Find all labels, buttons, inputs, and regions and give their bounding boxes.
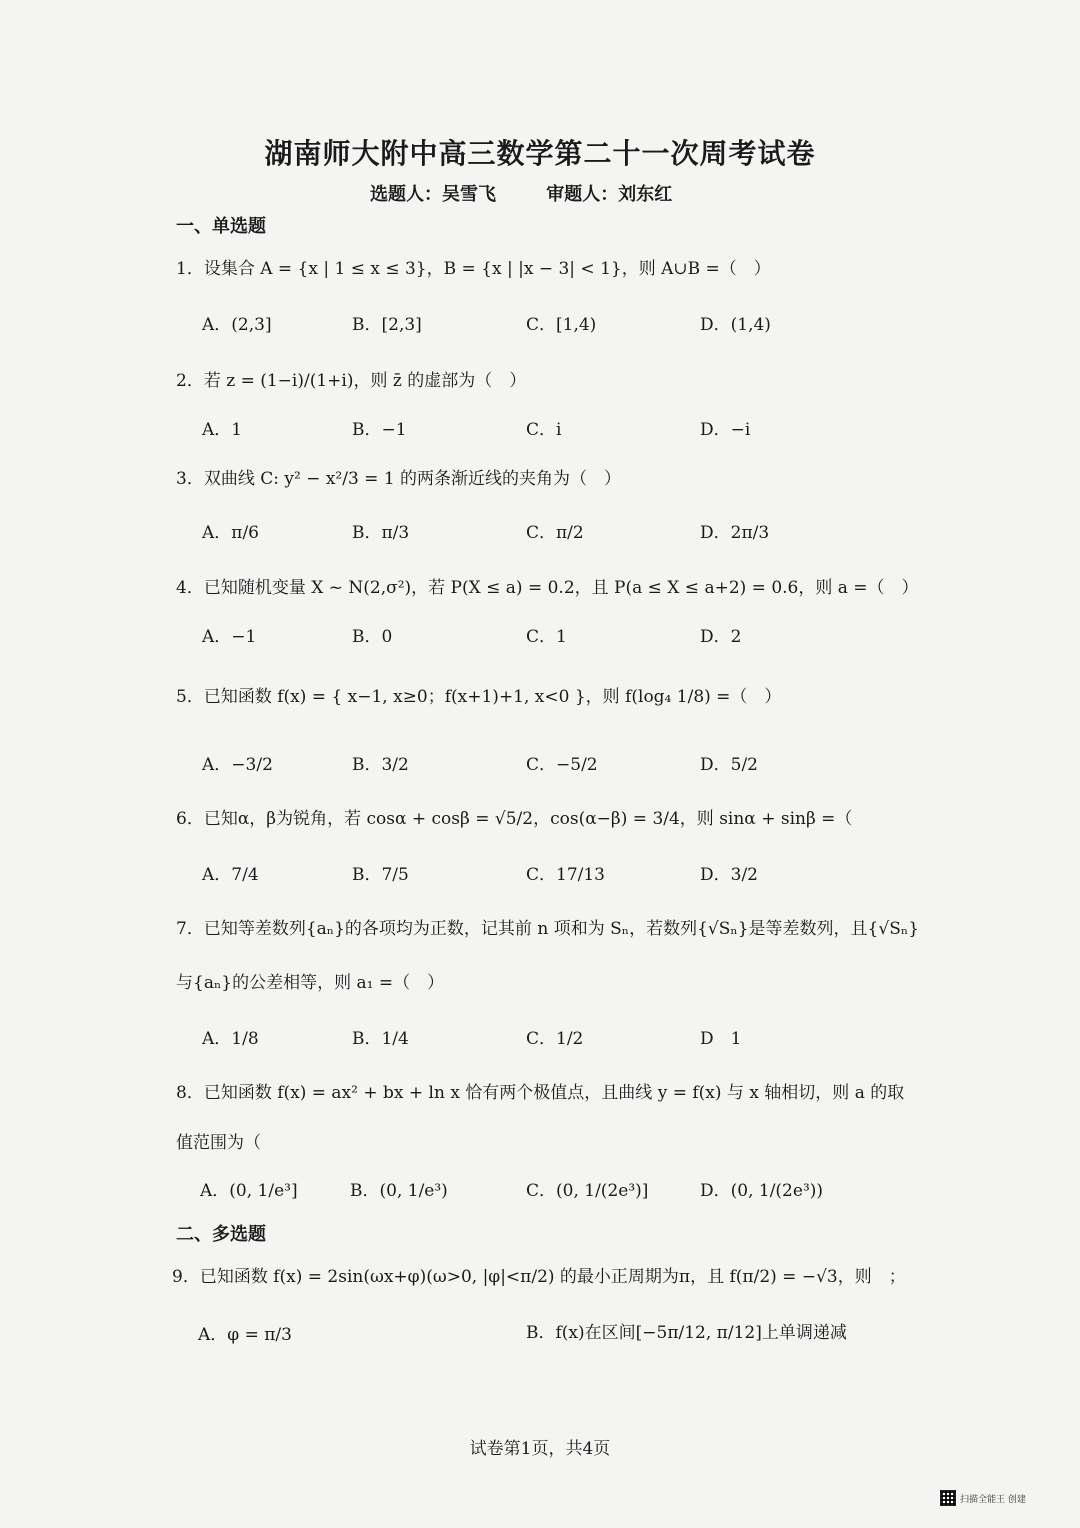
qr-code-icon (940, 1490, 956, 1506)
section-single-choice: 一、单选题 (176, 216, 266, 237)
question-5-stem: 5．已知函数 f(x) = { x−1, x≥0；f(x+1)+1, x<0 }，则 f(log₄ 1/8) =（ ） (176, 687, 782, 707)
question-4-stem: 4．已知随机变量 X ~ N(2,σ²)，若 P(X ≤ a) = 0.2，且 P(a ≤ X ≤ a+2) = 0.6，则 a =（ ） (176, 578, 919, 598)
q2-option-b: B．−1 (352, 420, 407, 440)
q4-option-d: D．2 (700, 627, 742, 647)
q7-option-a: A．1/8 (202, 1029, 259, 1049)
q5-option-a: A．−3/2 (202, 755, 273, 775)
q6-option-c: C．17/13 (526, 865, 605, 885)
q3-option-a: A．π/6 (202, 523, 259, 543)
q6-option-b: B．7/5 (352, 865, 409, 885)
q1-option-b: B．[2,3] (352, 315, 422, 335)
q9-option-b: B．f(x)在区间[−5π/12, π/12]上单调递减 (526, 1323, 847, 1343)
q7-option-d: D 1 (700, 1029, 742, 1049)
q3-option-c: C．π/2 (526, 523, 584, 543)
question-8-stem-cont: 值范围为（ (176, 1133, 261, 1153)
q8-option-c: C．(0, 1/(2e³)] (526, 1181, 649, 1201)
q6-option-a: A．7/4 (202, 865, 259, 885)
q2-option-c: C．i (526, 420, 562, 440)
q7-option-b: B．1/4 (352, 1029, 409, 1049)
question-8-stem: 8．已知函数 f(x) = ax² + bx + ln x 恰有两个极值点，且曲线 y = f(x) 与 x 轴相切，则 a 的取 (176, 1083, 905, 1103)
q3-option-b: B．π/3 (352, 523, 410, 543)
q1-option-a: A．(2,3] (202, 315, 272, 335)
q5-option-b: B．3/2 (352, 755, 409, 775)
q8-option-b: B．(0, 1/e³) (350, 1181, 448, 1201)
q6-option-d: D．3/2 (700, 865, 758, 885)
q1-option-d: D．(1,4) (700, 315, 771, 335)
q4-option-b: B．0 (352, 627, 393, 647)
question-7-stem: 7．已知等差数列{aₙ}的各项均为正数，记其前 n 项和为 Sₙ，若数列{√Sₙ}是等差数列，且{√Sₙ} (176, 919, 920, 939)
q4-option-c: C．1 (526, 627, 567, 647)
page-number: 试卷第1页，共4页 (469, 1439, 611, 1459)
question-7-stem-cont: 与{aₙ}的公差相等，则 a₁ =（ ） (176, 973, 445, 993)
q9-option-a: A．φ = π/3 (198, 1325, 292, 1345)
question-2-stem: 2．若 z = (1−i)/(1+i)，则 z̄ 的虚部为（ ） (176, 371, 527, 391)
question-setter: 选题人：吴雪飞 (370, 184, 496, 205)
section-multi-choice: 二、多选题 (176, 1224, 266, 1245)
question-3-stem: 3．双曲线 C: y² − x²/3 = 1 的两条渐近线的夹角为（ ） (176, 469, 622, 489)
q4-option-a: A．−1 (202, 627, 257, 647)
q2-option-d: D．−i (700, 420, 751, 440)
q8-option-d: D．(0, 1/(2e³)) (700, 1181, 824, 1201)
q5-option-d: D．5/2 (700, 755, 758, 775)
reviewer: 审题人：刘东红 (546, 184, 673, 205)
q8-option-a: A．(0, 1/e³] (200, 1181, 298, 1201)
q5-option-c: C．−5/2 (526, 755, 598, 775)
authors-line (370, 180, 716, 206)
q3-option-d: D．2π/3 (700, 523, 770, 543)
question-1-stem: 1．设集合 A = {x | 1 ≤ x ≤ 3}，B = {x | |x − 3| < 1}，则 A∪B =（ ） (176, 259, 771, 279)
scanner-watermark (940, 1490, 1026, 1506)
q2-option-a: A．1 (202, 420, 243, 440)
question-9-stem: 9．已知函数 f(x) = 2sin(ωx+φ)(ω>0, |φ|<π/2) 的最小正周期为π，且 f(π/2) = −√3，则 ； (172, 1267, 906, 1287)
page-title: 湖南师大附中高三数学第二十一次周考试卷 (264, 137, 816, 170)
question-6-stem: 6．已知α，β为锐角，若 cosα + cosβ = √5/2，cos(α−β) = 3/4，则 sinα + sinβ =（ (176, 809, 853, 829)
scanner-label: 扫描全能王 创建 (960, 1494, 1026, 1505)
q1-option-c: C．[1,4) (526, 315, 597, 335)
q7-option-c: C．1/2 (526, 1029, 584, 1049)
